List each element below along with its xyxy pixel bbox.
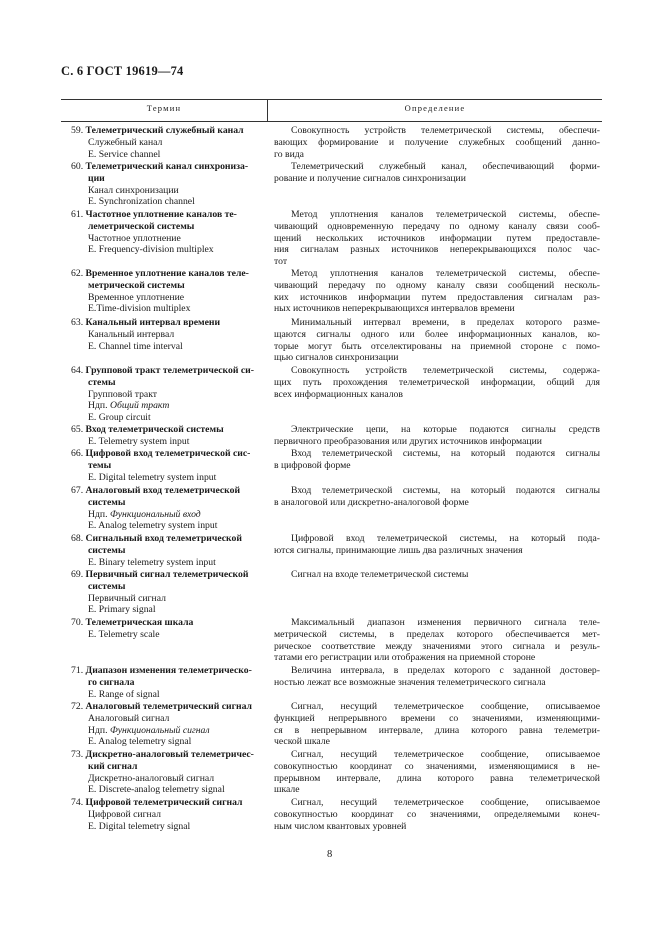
definition-line: Совокупность устройств телеметрической системы, обеспечи-	[291, 125, 600, 136]
definition-line: рование и получение сигналов синхронизации	[274, 172, 466, 184]
definition-line: Сигнал, несущий телеметрическое сообщение, описываемое	[291, 749, 600, 760]
term-heading	[71, 749, 266, 761]
definition-cell	[274, 797, 600, 832]
definition-line: Электрические цепи, на которые подаются сигналы средств	[291, 424, 600, 435]
term-number: 62.	[71, 268, 84, 279]
term-heading	[71, 485, 266, 497]
definition-line: ным числом квантовых уровней	[274, 820, 407, 832]
term-title: Телеметрический служебный канал	[85, 125, 244, 136]
column-header-definition: Определение	[404, 103, 466, 113]
synonym-line: E. Digital telemetry signal	[88, 820, 191, 832]
definition-line: ностью лежат все возможные значения телеметрического сигнала	[274, 676, 546, 688]
definition-line: го вида	[274, 148, 304, 160]
term-title-continuation: метрической системы	[88, 279, 185, 291]
term-heading	[71, 569, 266, 581]
term-title: Сигнальный вход телеметрической	[85, 533, 242, 544]
definition-line: Совокупность устройств телеметрической системы, содержа-	[291, 365, 600, 376]
synonym-line: E. Channel time interval	[88, 340, 183, 352]
synonym-line: Дискретно-аналоговый сигнал	[88, 772, 215, 784]
definition-line: ся в непрерывном интервале, длина которого равна телеметри-	[274, 724, 600, 736]
term-cell	[71, 161, 266, 208]
term-number: 60.	[71, 161, 84, 172]
definition-line: Минимальный интервал времени, в пределах которого разме-	[291, 317, 600, 328]
term-cell	[71, 209, 266, 256]
definition-cell	[274, 701, 600, 748]
term-title-continuation: системы	[88, 496, 126, 508]
term-title: Групповой тракт телеметрической си-	[85, 365, 254, 376]
definition-line: Сигнал на входе телеметрической системы	[291, 569, 469, 580]
term-heading	[71, 209, 266, 221]
term-title: Телеметрический канал синхронизa-	[85, 161, 249, 172]
term-cell	[71, 569, 266, 616]
term-cell	[71, 701, 266, 748]
definition-line: ются сигналы, принимающие лишь два различных значения	[274, 544, 523, 556]
term-heading	[71, 701, 266, 713]
term-number: 74.	[71, 797, 84, 808]
definition-line: Сигнал, несущий телеметрическое сообщение, описываемое	[291, 701, 600, 712]
definition-cell	[274, 569, 600, 581]
term-number: 69.	[71, 569, 84, 580]
term-number: 64.	[71, 365, 84, 376]
term-title-continuation: стемы	[88, 376, 116, 388]
term-title: Цифровой телеметрический сигнал	[85, 797, 243, 808]
term-cell	[71, 749, 266, 796]
term-heading	[71, 617, 266, 629]
synonym-line: E. Analog telemetry system input	[88, 520, 218, 532]
term-heading	[71, 533, 266, 545]
synonym-line: E.Time-division multiplex	[88, 303, 191, 315]
definition-line: Сигнал, несущий телеметрическое сообщение, описываемое	[291, 797, 600, 808]
term-cell	[71, 665, 266, 700]
definition-line: в цифровой форме	[274, 459, 351, 471]
term-title-continuation: системы	[88, 544, 126, 556]
term-heading	[71, 448, 266, 460]
term-title: Частотное уплотнение каналов те-	[85, 209, 237, 220]
definition-cell	[274, 485, 600, 509]
table-header-rule	[61, 121, 602, 122]
term-number: 67.	[71, 485, 84, 496]
term-number: 65.	[71, 424, 84, 435]
term-title: Цифровой вход телеметрической сис-	[85, 448, 251, 459]
page-number: 8	[327, 849, 333, 860]
definition-line: всех информационных каналов	[274, 388, 403, 400]
term-title-continuation: ции	[88, 172, 105, 184]
term-cell	[71, 268, 266, 315]
synonym-line: E. Group circuit	[88, 412, 151, 424]
term-title-continuation: темы	[88, 459, 112, 471]
term-heading	[71, 268, 266, 280]
synonym-line: Групповой тракт	[88, 388, 158, 400]
definition-line: Цифровой вход телеметрической системы, на который пода-	[291, 533, 600, 544]
definition-line: шкале	[274, 784, 300, 796]
synonym-line: Временное уплотнение	[88, 291, 185, 303]
definition-line: совокупностью координат со значениями, определяемыми конеч-	[274, 808, 600, 820]
definition-cell	[274, 161, 600, 185]
definition-cell	[274, 365, 600, 400]
term-cell	[71, 365, 266, 424]
term-title: Дискретно-аналоговый телеметричес-	[85, 749, 254, 760]
definition-line: Величина интервала, в пределах которого с заданной достовер-	[291, 665, 600, 676]
synonym-line: Первичный сигнал	[88, 592, 166, 604]
synonym-line: Канальный интервал	[88, 328, 175, 340]
definition-line: Телеметрический служебный канал, обеспечивающий форми-	[291, 161, 600, 172]
synonym-line: E. Primary signal	[88, 604, 156, 616]
deprecated-term: Функциональный вход	[109, 508, 201, 520]
deprecated-term: Функциональный сигнал	[109, 724, 210, 736]
deprecated-prefix: Ндп.	[88, 724, 108, 736]
synonym-line: E. Frequency-division multiplex	[88, 244, 214, 256]
definition-cell	[274, 448, 600, 472]
definition-line: в аналоговой или дискретно-аналоговой форме	[274, 496, 469, 508]
term-number: 72.	[71, 701, 84, 712]
term-title: Временное уплотнение каналов теле-	[85, 268, 249, 279]
term-title: Аналоговый телеметрический сигнал	[85, 701, 252, 712]
definition-line: тот	[274, 256, 288, 268]
synonym-line: E. Range of signal	[88, 688, 160, 700]
synonym-line: Частотное уплотнение	[88, 232, 181, 244]
definition-line: Максимальный диапазон изменения первичного сигнала теле-	[291, 617, 600, 628]
term-number: 63.	[71, 317, 84, 328]
synonym-line: E. Telemetry system input	[88, 435, 190, 447]
term-title-continuation: кий сигнал	[88, 760, 138, 772]
table-top-rule	[61, 99, 602, 100]
synonym-line: E. Synchronization channel	[88, 196, 195, 208]
page-header: С. 6 ГОСТ 19619—74	[61, 64, 184, 78]
definition-line: метрической системы, в пределах которого обеспечивается мет-	[274, 628, 600, 640]
definition-line: совокупностью координат со значениями, изменяющимися в не-	[274, 760, 600, 772]
term-heading	[71, 161, 266, 173]
definition-line: щений нескольких источников информации путем предоставле-	[274, 232, 600, 244]
synonym-line: E. Analog telemetry signal	[88, 736, 192, 748]
term-heading	[71, 665, 266, 677]
definition-line: ния сигналам разных источников неперекрывающихся полос час-	[274, 244, 600, 256]
term-heading	[71, 125, 266, 137]
term-cell	[71, 424, 266, 448]
definition-cell	[274, 209, 600, 268]
definition-line: ных источников неперекрывающихся интервалов времени	[274, 303, 515, 315]
deprecated-term: Общий тракт	[109, 400, 170, 412]
deprecated-synonym	[71, 725, 266, 737]
term-title: Канальный интервал времени	[85, 317, 221, 328]
synonym-line: E. Telemetry scale	[88, 628, 160, 640]
term-number: 71.	[71, 665, 84, 676]
term-number: 66.	[71, 448, 84, 459]
term-number: 73.	[71, 749, 84, 760]
deprecated-prefix: Ндп.	[88, 400, 108, 412]
term-number: 61.	[71, 209, 84, 220]
term-number: 59.	[71, 125, 84, 136]
synonym-line: E. Digital telemetry system input	[88, 471, 217, 483]
synonym-line: Аналоговый сигнал	[88, 712, 170, 724]
definition-line: ких источников информации путем предоставления сигналам раз-	[274, 291, 600, 303]
term-cell	[71, 125, 266, 160]
synonym-line: Канал синхронизации	[88, 184, 179, 196]
synonym-line: Служебный канал	[88, 136, 163, 148]
term-title: Аналоговый вход телеметрической	[85, 485, 241, 496]
term-title: Первичный сигнал телеметрической	[85, 569, 249, 580]
term-cell	[71, 797, 266, 832]
definition-line: щью сигналов синхронизации	[274, 352, 399, 364]
term-number: 70.	[71, 617, 84, 628]
term-title: Телеметрическая шкала	[85, 617, 194, 628]
definition-line: Вход телеметрической системы, на который подаются сигналы	[291, 448, 600, 459]
term-heading	[71, 424, 266, 436]
deprecated-synonym	[71, 400, 266, 412]
definition-cell	[274, 617, 600, 664]
synonym-line: E. Binary telemetry system input	[88, 556, 216, 568]
definition-cell	[274, 268, 600, 315]
term-cell	[71, 317, 266, 352]
term-number: 68.	[71, 533, 84, 544]
term-cell	[71, 448, 266, 483]
term-title: Диапазон изменения телеметрическо-	[85, 665, 252, 676]
definition-line: Метод уплотнения каналов телеметрической системы, обеспе-	[291, 209, 600, 220]
definition-line: рическое соответствие между значениями этого сигнала и резуль-	[274, 640, 600, 652]
definition-line: функцией непрерывного времени со значениями, изменяющими-	[274, 712, 600, 724]
definition-line: щих путь прохождения телеметрической информации, общий для	[274, 376, 600, 388]
definition-cell	[274, 424, 600, 448]
synonym-line: Цифровой сигнал	[88, 808, 161, 820]
definition-line: прерывном интервале, длина которого равна телеметрической	[274, 772, 600, 784]
term-heading	[71, 365, 266, 377]
definition-line: щаются сигналы одного или более информационных каналов, ко-	[274, 328, 600, 340]
term-title-continuation: го сигнала	[88, 676, 135, 688]
definition-cell	[274, 665, 600, 689]
deprecated-synonym	[71, 509, 266, 521]
definition-line: Вход телеметрической системы, на который подаются сигналы	[291, 485, 600, 496]
term-cell	[71, 617, 266, 641]
definition-cell	[274, 749, 600, 796]
column-header-term: Термин	[146, 103, 182, 113]
definition-line: татами его регистрации или отображения на приемной стороне	[274, 652, 536, 664]
term-title: Вход телеметрической системы	[85, 424, 224, 435]
deprecated-prefix: Ндп.	[88, 508, 108, 520]
term-cell	[71, 485, 266, 532]
definition-line: торые могут быть отселектированы на приемной стороне с помо-	[274, 340, 600, 352]
definition-line: Метод уплотнения каналов телеметрической системы, обеспе-	[291, 268, 600, 279]
definition-line: чивающий одновременную передачу по одному каналу связи сооб-	[274, 220, 600, 232]
definition-line: первичного преобразования или других источников информации	[274, 435, 542, 447]
term-heading	[71, 317, 266, 329]
synonym-line: E. Service channel	[88, 148, 161, 160]
definition-line: вающих формирование и получение служебных сообщений данно-	[274, 136, 600, 148]
term-title-continuation: леметрической системы	[88, 220, 195, 232]
term-heading	[71, 797, 266, 809]
synonym-line: E. Discrete-analog telemetry signal	[88, 784, 225, 796]
definition-line: ческой шкале	[274, 736, 330, 748]
definition-cell	[274, 533, 600, 557]
definition-line: чивающий передачу по одному каналу связи сообщений несколь-	[274, 279, 600, 291]
definition-cell	[274, 317, 600, 364]
term-title-continuation: системы	[88, 580, 126, 592]
definition-cell	[274, 125, 600, 160]
term-cell	[71, 533, 266, 568]
